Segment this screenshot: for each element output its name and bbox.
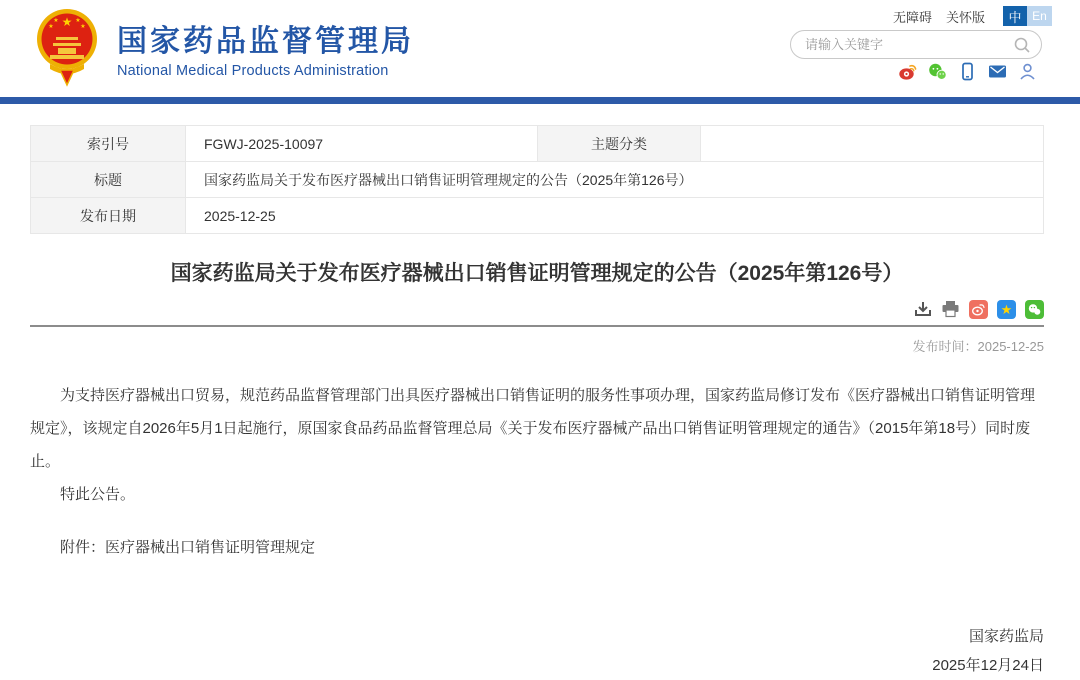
title-label: 标题 xyxy=(31,162,186,198)
paragraph: 特此公告。 xyxy=(60,486,136,503)
topic-category-value xyxy=(701,126,1044,162)
signature-date: 2025年12月24日 xyxy=(932,657,1044,674)
wechat-icon[interactable] xyxy=(928,62,947,81)
share-weibo-button[interactable] xyxy=(969,300,988,319)
article-body xyxy=(30,379,1044,564)
weibo-icon[interactable] xyxy=(898,62,917,81)
table-row xyxy=(31,162,1044,198)
topic-category-label: 主题分类 xyxy=(538,126,701,162)
publish-time: 发布时间：2025-12-25 xyxy=(912,339,1044,354)
article-toolbar xyxy=(30,299,1044,319)
social-links xyxy=(898,62,1037,81)
index-number-value: FGWJ-2025-10097 xyxy=(186,126,538,162)
search-box[interactable] xyxy=(790,30,1042,59)
publish-date-label: 发布日期 xyxy=(31,198,186,234)
share-wechat-button[interactable] xyxy=(1025,300,1044,319)
attachment-label: 附件： xyxy=(60,539,106,556)
lang-zh-button[interactable]: 中 xyxy=(1003,6,1027,26)
email-icon[interactable] xyxy=(988,62,1007,81)
svg-text:★: ★ xyxy=(61,15,73,29)
svg-text:★: ★ xyxy=(80,24,86,30)
share-favorite-button[interactable]: ★ xyxy=(997,300,1016,319)
svg-text:★: ★ xyxy=(48,24,54,30)
paragraph: 为支持医疗器械出口贸易，规范药品监督管理部门出具医疗器械出口销售证明的服务性事项办理，国家药监局修订发布《医疗器械出口销售证明管理规定》，该规定自2026年5月1日起施行，原国家食品药品监督管理总局《关于发布医疗器械产品出口销售证明管理规定的通告》（2015年第18号）同时废止。 xyxy=(30,387,1036,470)
table-row xyxy=(31,126,1044,162)
document-info-table xyxy=(30,125,1044,234)
article-title: 国家药监局关于发布医疗器械出口销售证明管理规定的公告（2025年第126号） xyxy=(170,262,904,285)
site-logo[interactable] xyxy=(35,7,414,87)
header-divider-bar xyxy=(0,97,1080,104)
lang-en-button[interactable]: En xyxy=(1027,6,1052,26)
language-toggle xyxy=(1003,6,1052,26)
org-name-zh: 国家药品监督管理局 xyxy=(117,24,414,58)
title-value: 国家药监局关于发布医疗器械出口销售证明管理规定的公告（2025年第126号） xyxy=(186,162,1044,198)
search-input[interactable] xyxy=(805,37,1013,52)
svg-text:★: ★ xyxy=(53,18,59,24)
org-name-en: National Medical Products Administration xyxy=(117,62,389,79)
attachment-link[interactable]: 医疗器械出口销售证明管理规定 xyxy=(105,539,316,556)
title-divider xyxy=(30,325,1044,327)
search-icon[interactable] xyxy=(1013,36,1031,54)
accessibility-link[interactable]: 无障碍 xyxy=(892,9,932,25)
national-emblem-icon xyxy=(35,7,99,87)
download-button[interactable] xyxy=(914,300,932,318)
article-page xyxy=(30,125,1044,680)
print-button[interactable] xyxy=(941,300,960,318)
attachment-line xyxy=(30,531,1044,564)
index-number-label: 索引号 xyxy=(31,126,186,162)
user-icon[interactable] xyxy=(1018,62,1037,81)
publish-date-value: 2025-12-25 xyxy=(186,198,1044,234)
utility-bar xyxy=(893,6,1052,26)
brand-text xyxy=(117,16,414,79)
svg-text:★: ★ xyxy=(75,18,81,24)
signature-org: 国家药监局 xyxy=(968,628,1044,645)
mobile-icon[interactable] xyxy=(958,62,977,81)
site-header xyxy=(0,0,1080,97)
signature-block xyxy=(30,622,1044,680)
table-row xyxy=(31,198,1044,234)
care-version-link[interactable]: 关怀版 xyxy=(945,9,985,25)
